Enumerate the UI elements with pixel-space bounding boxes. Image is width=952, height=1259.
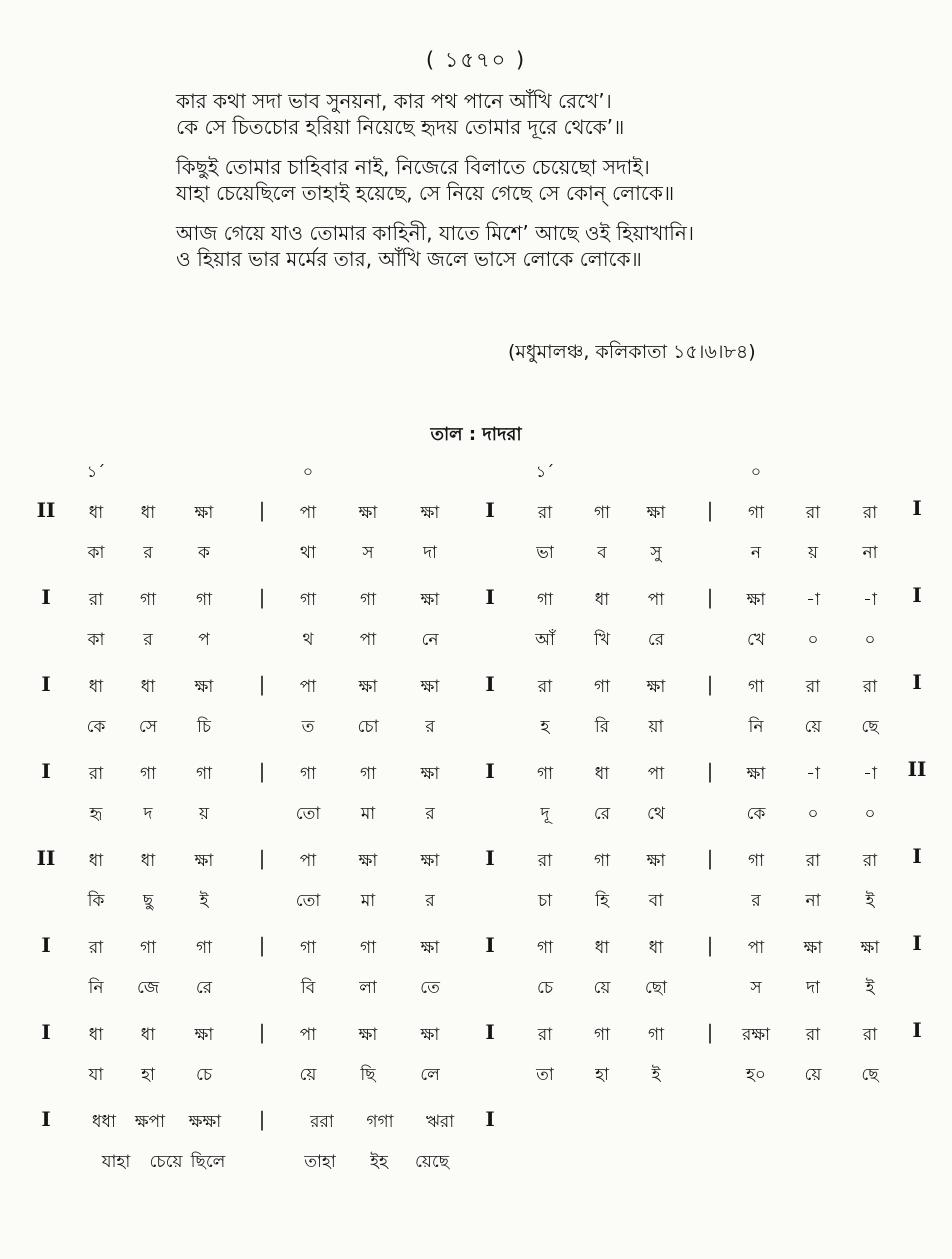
taal-heading: তাল : দাদরা xyxy=(430,424,522,445)
note-cell: গা xyxy=(299,938,317,958)
bar-line: I xyxy=(485,672,495,696)
bar-line: | xyxy=(258,498,266,522)
syllable-cell: না xyxy=(862,543,878,563)
note-cell: রা xyxy=(805,851,821,871)
note-cell: গগা xyxy=(366,1112,394,1132)
syllable-cell: মা xyxy=(360,891,376,911)
syllable-cell: নে xyxy=(421,630,439,650)
note-cell: ক্ষা xyxy=(194,1025,214,1045)
note-cell: গা xyxy=(299,590,317,610)
syllable-cell: সু xyxy=(650,543,662,563)
syllable-cell: ছো xyxy=(644,978,668,998)
note-cell: পা xyxy=(299,677,317,697)
syllable-cell: য় xyxy=(198,804,210,824)
note-cell: পা xyxy=(299,1025,317,1045)
syllable-cell: হি xyxy=(595,891,609,911)
bar-line: I xyxy=(485,759,495,783)
bar-line: | xyxy=(706,672,714,696)
note-cell: ক্ষা xyxy=(420,677,440,697)
note-cell: ধা xyxy=(88,1025,104,1045)
bar-line: | xyxy=(706,498,714,522)
bar-line: | xyxy=(258,1020,266,1044)
note-cell: ক্ষা xyxy=(358,1025,378,1045)
lyric-line: ও হিয়ার ভার মর্মের তার, আঁখি জলে ভাসে লোকে লোকে॥ xyxy=(176,247,642,271)
syllable-cell: র xyxy=(425,891,435,911)
note-cell: রা xyxy=(862,851,878,871)
syllable-cell: থা xyxy=(300,543,316,563)
note-cell: রা xyxy=(537,503,553,523)
note-cell: গা xyxy=(195,590,213,610)
note-cell: ক্ষা xyxy=(646,677,666,697)
note-cell: -া xyxy=(863,764,877,784)
syllable-cell: ছু xyxy=(142,891,154,911)
syllable-cell: ন xyxy=(750,543,762,563)
lyric-line: কার কথা সদা ভাব সুনয়না, কার পথ পানে আঁখি রেখে’। xyxy=(176,89,612,113)
note-cell: ক্ষা xyxy=(420,851,440,871)
note-cell: গা xyxy=(195,764,213,784)
note-cell: ধা xyxy=(140,503,156,523)
syllable-cell: খে xyxy=(746,630,766,650)
note-cell: গা xyxy=(139,764,157,784)
syllable-cell: রি xyxy=(594,717,610,737)
row-end-bar: II xyxy=(907,757,927,781)
note-cell: রক্ষা xyxy=(741,1025,771,1045)
bar-line: | xyxy=(706,1020,714,1044)
note-cell: ক্ষা xyxy=(420,764,440,784)
note-cell: ঋরা xyxy=(425,1112,455,1132)
syllable-cell: তো xyxy=(295,891,321,911)
note-cell: রা xyxy=(805,1025,821,1045)
note-cell: ধা xyxy=(140,677,156,697)
note-cell: গা xyxy=(747,503,765,523)
row-end-bar: I xyxy=(912,583,922,607)
syllable-cell: র xyxy=(751,891,761,911)
syllable-cell: র xyxy=(425,804,435,824)
note-cell: গা xyxy=(593,851,611,871)
syllable-cell: ই xyxy=(199,891,209,911)
note-cell: গা xyxy=(359,938,377,958)
syllable-cell: চো xyxy=(357,717,379,737)
note-cell: রা xyxy=(862,503,878,523)
note-cell: ধা xyxy=(594,938,610,958)
note-cell: ধা xyxy=(88,677,104,697)
note-cell: গা xyxy=(359,764,377,784)
syllable-cell: থ xyxy=(302,630,314,650)
syllable-cell: চি xyxy=(196,717,212,737)
notation-grid xyxy=(0,455,952,1172)
note-cell: পা xyxy=(647,764,665,784)
syllable-cell: হা xyxy=(141,1065,155,1085)
note-cell: গা xyxy=(747,851,765,871)
note-cell: ক্ষা xyxy=(420,590,440,610)
note-cell: ধধা xyxy=(92,1112,116,1132)
note-cell: ক্ষপা xyxy=(134,1112,166,1132)
syllable-cell: ছিলে xyxy=(190,1152,226,1172)
syllable-cell: আঁ xyxy=(535,630,555,650)
note-cell: রা xyxy=(537,1025,553,1045)
syllable-cell: বা xyxy=(648,891,664,911)
syllable-cell: কা xyxy=(87,543,105,563)
syllable-cell: থে xyxy=(647,804,665,824)
row-end-bar: I xyxy=(912,844,922,868)
syllable-cell: য়ে xyxy=(804,1065,822,1085)
note-cell: পা xyxy=(299,503,317,523)
syllable-cell: য়া xyxy=(648,717,664,737)
note-cell: ক্ষা xyxy=(420,503,440,523)
syllable-cell: য়েছে xyxy=(414,1152,450,1172)
note-cell: ক্ষা xyxy=(194,851,214,871)
syllable-cell: হা xyxy=(595,1065,609,1085)
note-cell: ধা xyxy=(140,851,156,871)
note-cell: ক্ষক্ষা xyxy=(188,1112,222,1132)
bar-line: | xyxy=(258,1107,266,1131)
row-start-bar: I xyxy=(41,585,51,609)
syllable-cell: না xyxy=(805,891,821,911)
row-start-bar: I xyxy=(41,672,51,696)
syllable-cell: পা xyxy=(359,630,377,650)
note-cell: গা xyxy=(593,1025,611,1045)
syllable-cell: বি xyxy=(300,978,316,998)
note-cell: ধা xyxy=(88,503,104,523)
note-cell: ধা xyxy=(648,938,664,958)
bar-line: I xyxy=(485,585,495,609)
lyric-line: কে সে চিতচোর হরিয়া নিয়েছে হৃদয় তোমার দূরে থেকে’॥ xyxy=(176,115,625,139)
row-end-bar: I xyxy=(912,670,922,694)
syllable-cell: স xyxy=(750,978,762,998)
bar-line: | xyxy=(258,846,266,870)
row-start-bar: II xyxy=(36,846,56,870)
note-cell: পা xyxy=(299,851,317,871)
syllable-cell: স xyxy=(362,543,374,563)
note-cell: ক্ষা xyxy=(420,1025,440,1045)
note-cell: গা xyxy=(359,590,377,610)
syllable-cell: লা xyxy=(359,978,377,998)
syllable-cell: চে xyxy=(536,978,554,998)
syllable-cell: হৃ xyxy=(89,804,103,824)
syllable-cell: খি xyxy=(593,630,611,650)
lyric-line: কিছুই তোমার চাহিবার নাই, নিজেরে বিলাতে চেয়েছো সদাই। xyxy=(176,155,650,179)
syllable-cell: ০ xyxy=(864,804,876,824)
note-cell: রা xyxy=(88,764,104,784)
syllable-cell: র xyxy=(425,717,435,737)
syllable-cell: যা xyxy=(88,1065,104,1085)
syllable-cell: তো xyxy=(295,804,321,824)
syllable-cell: কে xyxy=(86,717,106,737)
bar-line: | xyxy=(258,933,266,957)
syllable-cell: ত xyxy=(301,717,315,737)
bar-line: I xyxy=(485,933,495,957)
note-cell: ক্ষা xyxy=(420,938,440,958)
syllable-cell: প xyxy=(198,630,210,650)
syllable-cell: চে xyxy=(195,1065,213,1085)
syllable-cell: হ xyxy=(540,717,550,737)
note-cell: ক্ষা xyxy=(358,503,378,523)
note-cell: রা xyxy=(537,677,553,697)
lyrics-block xyxy=(176,88,876,272)
note-cell: ক্ষা xyxy=(194,677,214,697)
note-cell: গা xyxy=(139,938,157,958)
beat-mark: ১´ xyxy=(535,462,555,481)
bar-line: | xyxy=(706,759,714,783)
note-cell: ররা xyxy=(310,1112,334,1132)
note-cell: রা xyxy=(805,503,821,523)
syllable-cell: ছে xyxy=(861,717,879,737)
note-cell: রা xyxy=(805,677,821,697)
note-cell: ক্ষা xyxy=(358,851,378,871)
syllable-cell: চা xyxy=(537,891,553,911)
bar-line: | xyxy=(706,585,714,609)
note-cell: রা xyxy=(862,1025,878,1045)
syllable-cell: য় xyxy=(807,543,819,563)
syllable-cell: তে xyxy=(420,978,440,998)
syllable-cell: লে xyxy=(420,1065,440,1085)
note-cell: ক্ষা xyxy=(358,677,378,697)
syllable-cell: জে xyxy=(136,978,160,998)
syllable-cell: ০ xyxy=(807,630,819,650)
note-cell: ক্ষা xyxy=(646,851,666,871)
syllable-cell: ব xyxy=(597,543,607,563)
syllable-cell: কি xyxy=(87,891,105,911)
bar-line: I xyxy=(485,1020,495,1044)
syllable-cell: ০ xyxy=(864,630,876,650)
note-cell: ক্ষা xyxy=(194,503,214,523)
note-cell: ক্ষা xyxy=(646,503,666,523)
note-cell: গা xyxy=(299,764,317,784)
page-number: ( ১৫৭০ ) xyxy=(425,48,527,72)
syllable-cell: যাহা xyxy=(101,1152,131,1172)
syllable-cell: রে xyxy=(593,804,611,824)
syllable-cell: ক xyxy=(198,543,210,563)
row-start-bar: I xyxy=(41,1107,51,1131)
bar-line: | xyxy=(258,759,266,783)
syllable-cell: দূ xyxy=(540,804,550,824)
syllable-cell: য়ে xyxy=(593,978,611,998)
row-end-bar: I xyxy=(912,496,922,520)
note-cell: ধা xyxy=(594,590,610,610)
row-end-bar: I xyxy=(912,931,922,955)
row-start-bar: I xyxy=(41,933,51,957)
source-citation: (মধুমালঞ্চ, কলিকাতা ১৫।৬।৮৪) xyxy=(508,341,756,363)
syllable-cell: তাহা xyxy=(304,1152,336,1172)
row-end-bar: I xyxy=(912,1018,922,1042)
syllable-cell: দা xyxy=(423,543,437,563)
lyric-line: আজ গেয়ে যাও তোমার কাহিনী, যাতে মিশে’ আছে ওই হিয়াখানি। xyxy=(176,221,694,245)
note-cell: ক্ষা xyxy=(803,938,823,958)
bar-line: | xyxy=(706,846,714,870)
syllable-cell: রে xyxy=(647,630,665,650)
note-cell: গা xyxy=(139,590,157,610)
note-cell: -া xyxy=(863,590,877,610)
syllable-cell: য়ে xyxy=(299,1065,317,1085)
syllable-cell: ভা xyxy=(536,543,554,563)
bar-line: I xyxy=(485,498,495,522)
bar-line: | xyxy=(258,585,266,609)
note-cell: ধা xyxy=(594,764,610,784)
note-cell: ধা xyxy=(88,851,104,871)
syllable-cell: র xyxy=(143,543,153,563)
row-start-bar: II xyxy=(36,498,56,522)
note-cell: রা xyxy=(88,590,104,610)
syllable-cell: র xyxy=(143,630,153,650)
syllable-cell: কা xyxy=(87,630,105,650)
syllable-cell: ছে xyxy=(861,1065,879,1085)
note-cell: গা xyxy=(195,938,213,958)
note-cell: গা xyxy=(536,764,554,784)
syllable-cell: ই xyxy=(865,978,875,998)
syllable-cell: রে xyxy=(195,978,213,998)
syllable-cell: দ xyxy=(143,804,153,824)
syllable-cell: সে xyxy=(138,717,158,737)
beat-mark: ১´ xyxy=(86,462,106,481)
note-cell: ক্ষা xyxy=(746,590,766,610)
syllable-cell: নি xyxy=(88,978,104,998)
syllable-cell: নি xyxy=(748,717,764,737)
row-start-bar: I xyxy=(41,1020,51,1044)
row-end-bar: I xyxy=(485,1107,495,1131)
note-cell: ধা xyxy=(140,1025,156,1045)
syllable-cell: চেয়ে xyxy=(149,1152,183,1172)
note-cell: পা xyxy=(747,938,765,958)
syllable-cell: মা xyxy=(360,804,376,824)
syllable-cell: য়ে xyxy=(804,717,822,737)
bar-line: I xyxy=(485,846,495,870)
note-cell: গা xyxy=(593,503,611,523)
note-cell: ক্ষা xyxy=(746,764,766,784)
note-cell: ক্ষা xyxy=(860,938,880,958)
note-cell: গা xyxy=(747,677,765,697)
syllable-cell: তা xyxy=(536,1065,554,1085)
note-cell: পা xyxy=(647,590,665,610)
beat-mark: ০ xyxy=(302,462,314,481)
note-cell: গা xyxy=(593,677,611,697)
syllable-cell: ০ xyxy=(807,804,819,824)
note-cell: রা xyxy=(862,677,878,697)
beat-mark: ০ xyxy=(750,462,762,481)
note-cell: -া xyxy=(806,764,820,784)
note-cell: গা xyxy=(536,938,554,958)
note-cell: গা xyxy=(536,590,554,610)
row-start-bar: I xyxy=(41,759,51,783)
syllable-cell: ই xyxy=(651,1065,661,1085)
note-cell: গা xyxy=(647,1025,665,1045)
syllable-cell: দা xyxy=(806,978,820,998)
note-cell: রা xyxy=(537,851,553,871)
syllable-cell: কে xyxy=(746,804,766,824)
syllable-cell: হ০ xyxy=(746,1065,766,1085)
note-cell: রা xyxy=(88,938,104,958)
bar-line: | xyxy=(258,672,266,696)
syllable-cell: ছি xyxy=(360,1065,376,1085)
syllable-cell: ইহ xyxy=(370,1152,388,1172)
bar-line: | xyxy=(706,933,714,957)
note-cell: -া xyxy=(806,590,820,610)
lyric-line: যাহা চেয়েছিলে তাহাই হয়েছে, সে নিয়ে গেছে সে কোন্ লোকে॥ xyxy=(176,181,675,205)
syllable-cell: ই xyxy=(865,891,875,911)
